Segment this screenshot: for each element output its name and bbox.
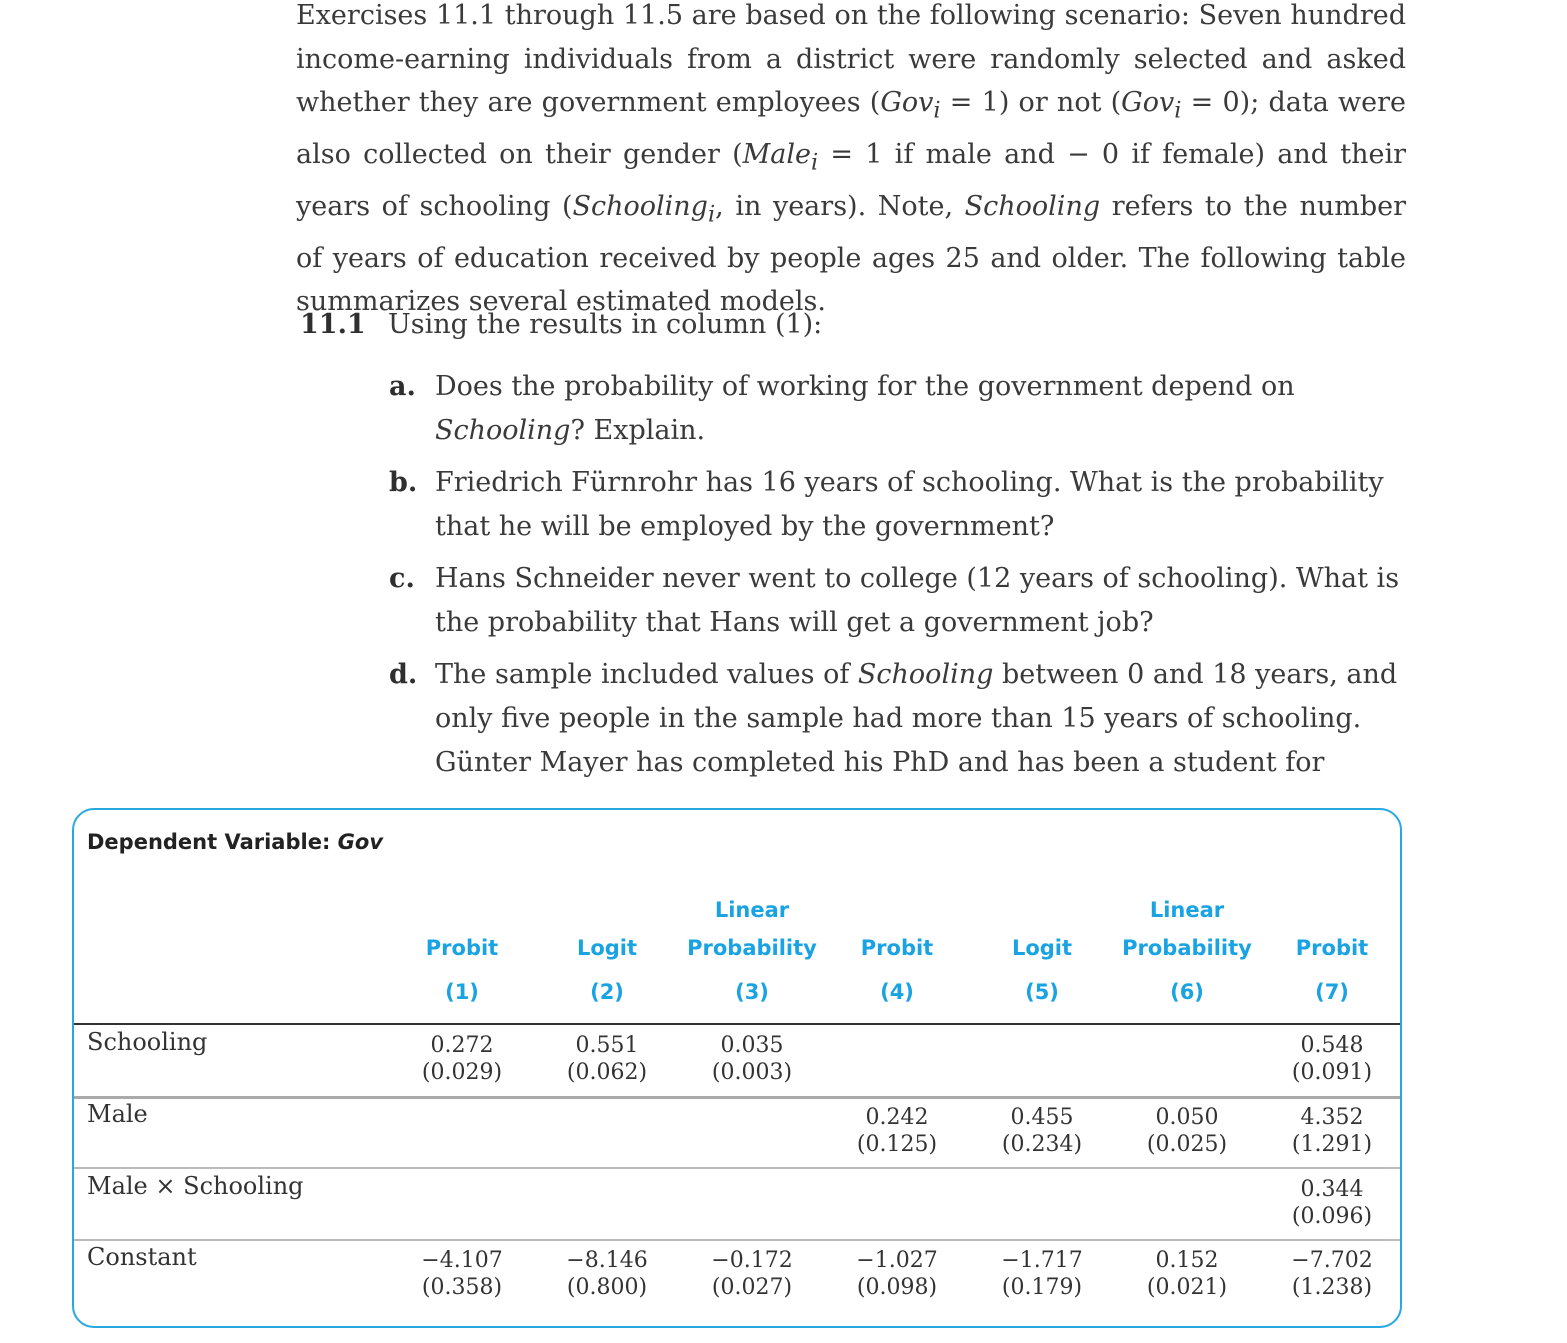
column-header-7 [1257,898,1402,1008]
standard-error: (0.358) [421,1275,503,1300]
coefficient: 0.455 [1010,1105,1074,1130]
table-cell [822,1104,972,1158]
coefficient: −1.717 [1001,1248,1083,1273]
column-title-line2: Logit [1011,936,1073,960]
row-label: Male × Schooling [87,1172,304,1200]
exercise-prompt: Using the results in column (1): [388,309,823,340]
standard-error: (0.179) [1001,1275,1083,1300]
standard-error: (0.125) [856,1132,938,1157]
table-cell [1257,1176,1402,1230]
column-title-line2: Probability [687,936,817,960]
column-title-line2: Probit [1295,936,1369,960]
coefficient: 0.152 [1155,1248,1219,1273]
standard-error: (1.238) [1291,1275,1373,1300]
column-number: (7) [1315,980,1349,1004]
standard-error: (0.091) [1291,1060,1373,1085]
table-cell [532,1247,682,1301]
column-header-1 [387,898,537,1008]
table-cell [1112,1104,1262,1158]
column-header-4 [822,898,972,1008]
exercise-item-a: a. Does the probability of working for the government depend on Schooling? Explain. [389,371,1295,446]
coefficient: −7.702 [1291,1248,1373,1273]
table-cell [967,1104,1117,1158]
column-title-line2: Probability [1122,936,1252,960]
column-number: (5) [1025,980,1059,1004]
table-cell [387,1032,537,1086]
standard-error: (0.096) [1291,1204,1373,1229]
header-rule [74,1023,1400,1025]
standard-error: (1.291) [1291,1132,1373,1157]
coefficient: −0.172 [711,1248,793,1273]
standard-error: (0.062) [566,1060,648,1085]
column-title-line2: Probit [860,936,934,960]
standard-error: (0.234) [1001,1132,1083,1157]
exercise-item-d: d. The sample included values of Schooling between 0 and 18 years, and only five people in the sample had more than 15 years of schooling. Günter Mayer has completed his PhD and has been a student for [389,659,1398,778]
intro-paragraph: Exercises 11.1 through 11.5 are based on the following scenario: Seven hundred income-earning individuals from a district were randomly selected and asked whether they are government employees (Gov$_i$ = 1) or not (Gov$_i$ = 0); data were also collected on their gender (Male$_i$ = 1 if male and − 0 if female) and their years of schooling (Schooling$_i$, in years). Note, Schooling refers to the number of years of education received by people ages 25 and older. The following table summarizes several estimated models. [296,0,1407,318]
column-number: (1) [445,980,479,1004]
table-cell [677,1032,827,1086]
exercise-number: 11.1 [300,309,366,340]
exercise-heading [300,305,822,345]
coefficient: 0.551 [575,1033,639,1058]
table-cell [387,1247,537,1301]
table-cell [1257,1247,1402,1301]
column-number: (3) [735,980,769,1004]
standard-error: (0.029) [421,1060,503,1085]
standard-error: (0.025) [1146,1132,1228,1157]
table-cell [1257,1032,1402,1086]
row-label: Schooling [87,1028,208,1056]
column-number: (2) [590,980,624,1004]
regression-table [72,808,1402,1328]
coefficient: 0.548 [1300,1033,1364,1058]
coefficient: −8.146 [566,1248,648,1273]
exercise-item-b: b. Friedrich Fürnrohr has 16 years of schooling. What is the probability that he will be employed by the government? [389,467,1384,542]
column-title-line1: Linear [1149,898,1225,922]
exercise-item-c: c. Hans Schneider never went to college (12 years of schooling). What is the probability that Hans will get a government job? [389,563,1400,638]
coefficient: −1.027 [856,1248,938,1273]
coefficient: 0.242 [865,1105,929,1130]
table-cell [822,1247,972,1301]
coefficient: 0.344 [1300,1177,1364,1202]
row-divider [74,1239,1400,1241]
table-cell [532,1032,682,1086]
row-divider [74,1167,1400,1169]
column-header-2 [532,898,682,1008]
exercise-items [389,365,1409,793]
standard-error: (0.027) [711,1275,793,1300]
table-cell [1257,1104,1402,1158]
column-number: (6) [1170,980,1204,1004]
column-title-line1: Linear [714,898,790,922]
column-title-line2: Logit [576,936,638,960]
column-header-6 [1112,898,1262,1008]
coefficient: 0.035 [720,1033,784,1058]
standard-error: (0.098) [856,1275,938,1300]
coefficient: 0.050 [1155,1105,1219,1130]
standard-error: (0.021) [1146,1275,1228,1300]
column-title-line2: Probit [425,936,499,960]
column-header-5 [967,898,1117,1008]
row-label: Constant [87,1243,197,1271]
coefficient: 0.272 [430,1033,494,1058]
dependent-variable-label: Dependent Variable: Gov [87,830,384,854]
column-header-3 [677,898,827,1008]
standard-error: (0.003) [711,1060,793,1085]
table-cell [677,1247,827,1301]
row-divider [74,1096,1400,1099]
column-number: (4) [880,980,914,1004]
table-cell [1112,1247,1262,1301]
table-cell [967,1247,1117,1301]
coefficient: −4.107 [421,1248,503,1273]
coefficient: 4.352 [1300,1105,1364,1130]
row-label: Male [87,1100,148,1128]
standard-error: (0.800) [566,1275,648,1300]
